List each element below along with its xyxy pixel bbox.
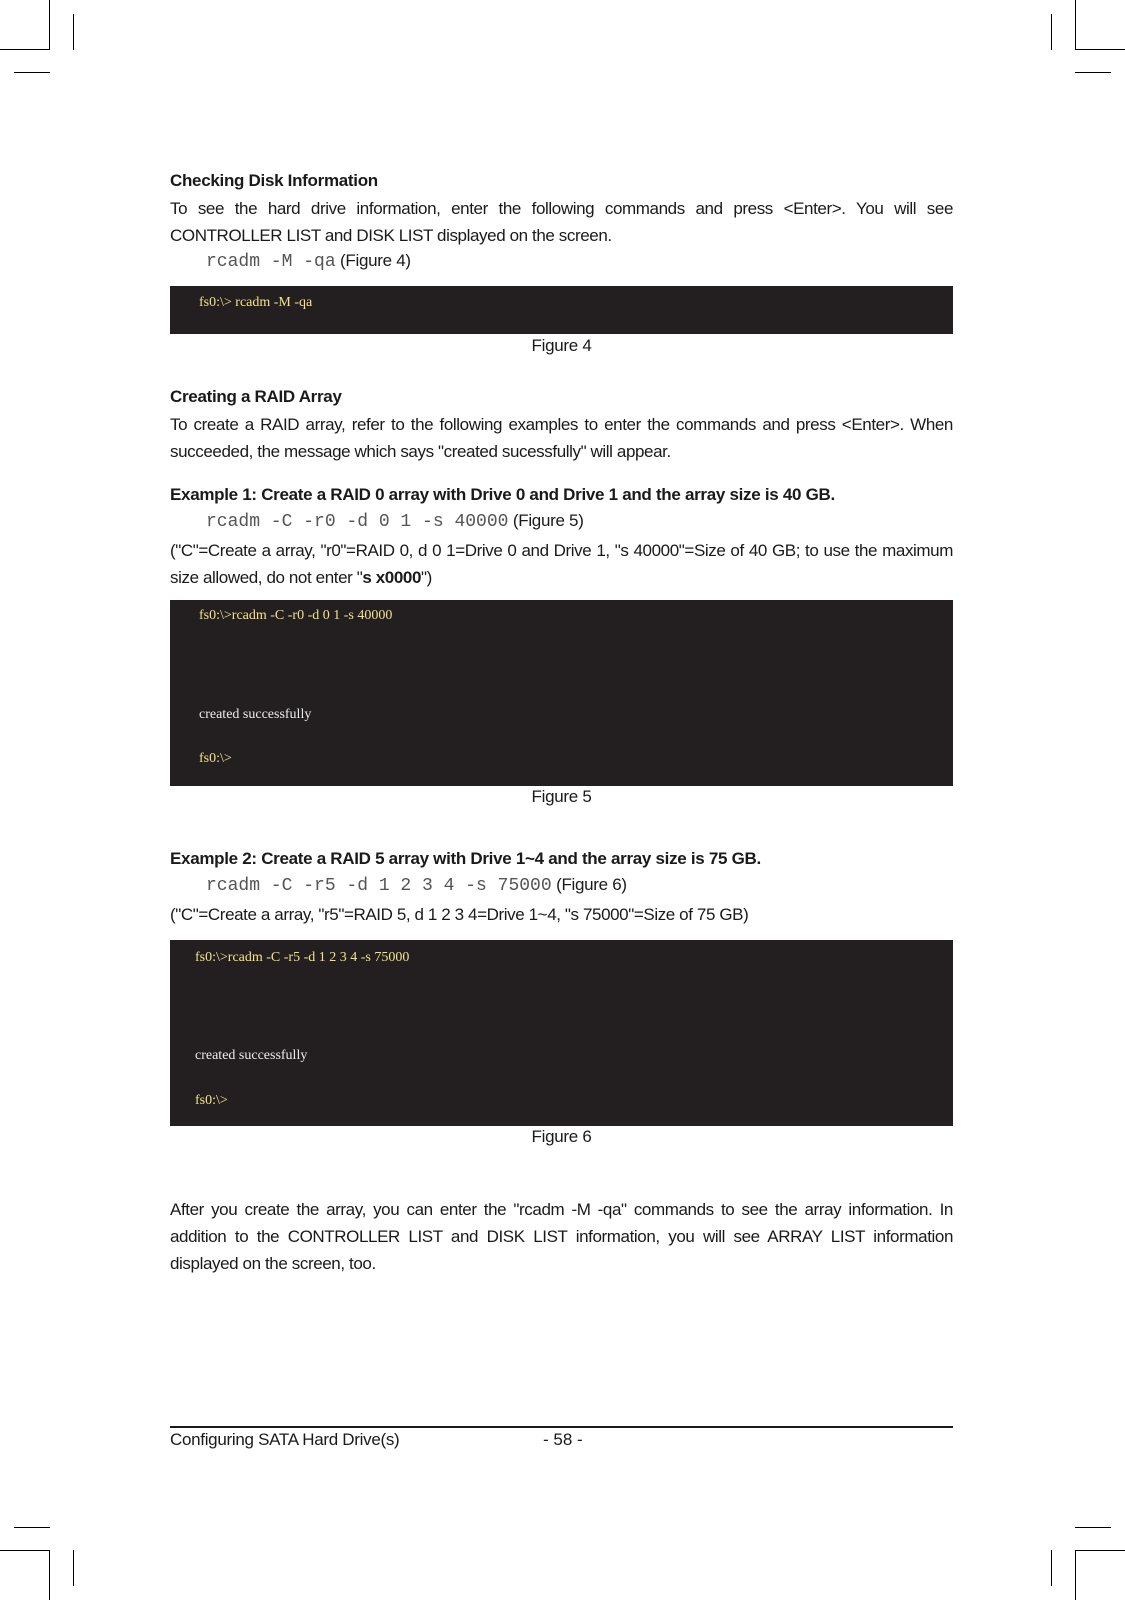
figure-caption-6: Figure 6	[531, 1127, 592, 1146]
command-line-fig6	[206, 875, 627, 896]
paragraph-closing	[170, 1196, 953, 1277]
command-text: rcadm -C -r5 -d 1 2 3 4 -s 75000	[206, 876, 552, 896]
terminal-output-line: created successfully	[195, 1048, 308, 1063]
example-1-heading: Example 1: Create a RAID 0 array with Drive 0 and Drive 1 and the array size is 40 GB.	[170, 485, 835, 504]
figure-reference: (Figure 5)	[508, 511, 584, 530]
example-1-note	[170, 537, 953, 591]
paragraph-creating-raid	[170, 411, 953, 465]
terminal-command-line: fs0:\>rcadm -C -r5 -d 1 2 3 4 -s 75000	[195, 950, 410, 965]
example-2-heading: Example 2: Create a RAID 5 array with Drive 1~4 and the array size is 75 GB.	[170, 849, 761, 868]
terminal-figure-6	[170, 940, 953, 1126]
terminal-command-line: fs0:\>rcadm -C -r0 -d 0 1 -s 40000	[199, 608, 393, 623]
note-suffix: ")	[421, 568, 432, 587]
note-text: ("C"=Create a array, "r0"=RAID 0, d 0 1=Drive 0 and Drive 1, "s 40000"=Size of 40 GB; to use the maximum size allowed, do not enter "	[170, 541, 953, 587]
note-bold-text: s x0000	[362, 568, 421, 587]
terminal-prompt-line: fs0:\>	[195, 1093, 228, 1108]
command-line-fig4	[206, 251, 411, 272]
section-heading-checking-disk: Checking Disk Information	[170, 171, 378, 190]
figure-caption-4: Figure 4	[531, 336, 592, 355]
command-line-fig5	[206, 511, 584, 532]
figure-reference: (Figure 6)	[551, 875, 627, 894]
paragraph-text: To create a RAID array, refer to the following examples to enter the commands and press <Enter>. When succeeded, the message which says "created sucessfully" will appear.	[170, 415, 953, 461]
page-number: - 58 -	[543, 1430, 583, 1449]
note-text: ("C"=Create a array, "r5"=RAID 5, d 1 2 3 4=Drive 1~4, "s 75000"=Size of 75 GB)	[170, 905, 749, 924]
footer-rule	[170, 1426, 953, 1428]
terminal-prompt-line: fs0:\> rcadm -M -qa	[199, 295, 313, 310]
terminal-prompt-line: fs0:\>	[199, 751, 232, 766]
figure-caption-5: Figure 5	[531, 787, 592, 806]
paragraph-text: After you create the array, you can enter the "rcadm -M -qa" commands to see the array information. In addition to the CONTROLLER LIST and DISK LIST information, you will see ARRAY LIST information displayed on the screen, too.	[170, 1200, 953, 1273]
terminal-figure-5	[170, 600, 953, 786]
footer-chapter-title: Configuring SATA Hard Drive(s)	[170, 1430, 400, 1449]
figure-reference: (Figure 4)	[335, 251, 411, 270]
terminal-figure-4	[170, 286, 953, 334]
paragraph-text: To see the hard drive information, enter the following commands and press <Enter>. You will see CONTROLLER LIST and DISK LIST displayed on the screen.	[170, 199, 953, 245]
command-text: rcadm -M -qa	[206, 252, 336, 272]
command-text: rcadm -C -r0 -d 0 1 -s 40000	[206, 512, 509, 532]
terminal-output-line: created successfully	[199, 707, 312, 722]
example-2-note	[170, 901, 953, 928]
section-heading-creating-raid: Creating a RAID Array	[170, 387, 342, 406]
paragraph-checking-disk	[170, 195, 953, 249]
